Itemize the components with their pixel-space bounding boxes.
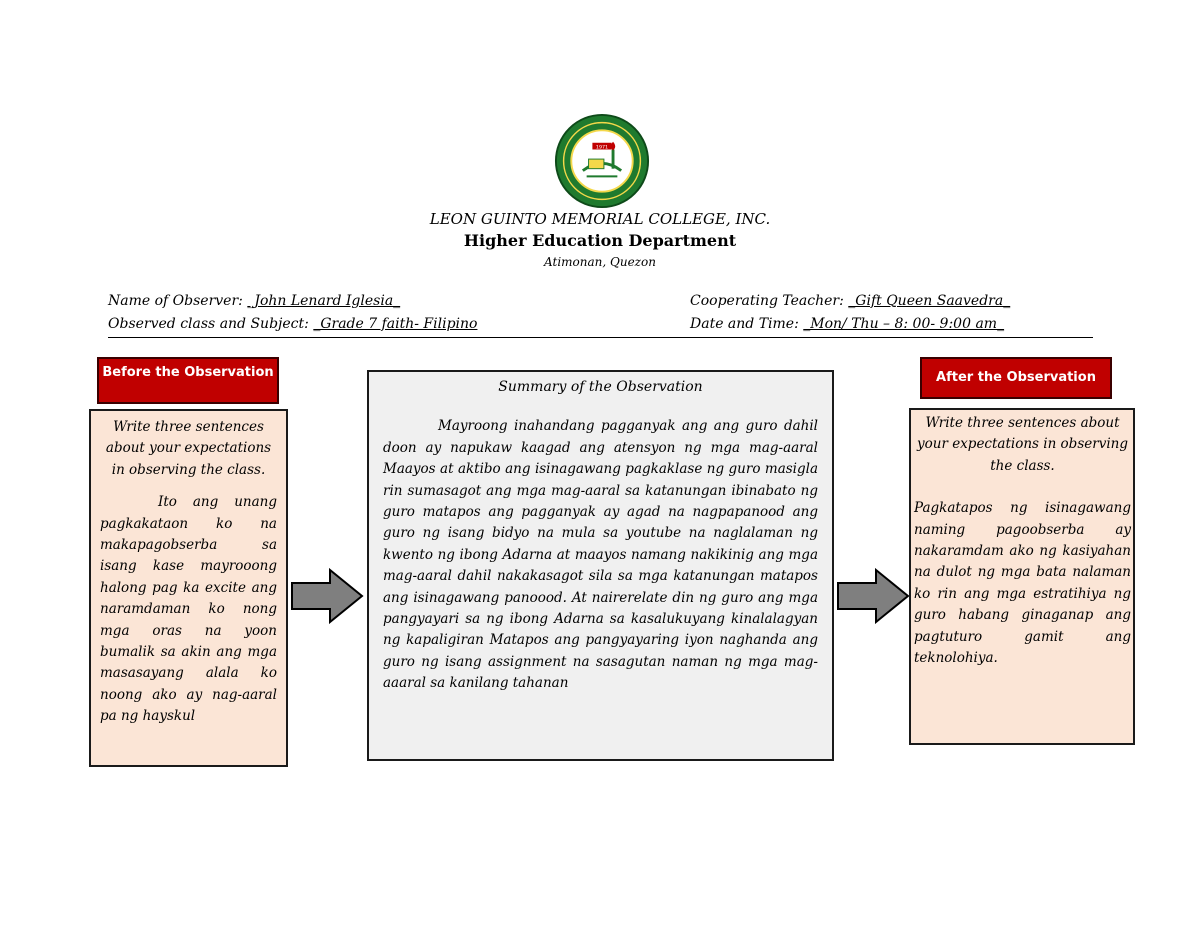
- right-arrow-icon: [836, 568, 910, 624]
- after-observation-tag: After the Observation: [920, 357, 1112, 399]
- teacher-line: [690, 293, 1010, 309]
- after-text: Pagkatapos ng isinagawang naming pagoobserba ay nakaramdam ako ng kasiyahan na dulot ng mga bata nalaman ko rin ang mga estratihiya ng guro habang ginaganap ang pagtuturo gamit ang teknolohiya.: [914, 500, 1131, 667]
- svg-text:1971: 1971: [595, 145, 609, 151]
- before-observation-tag: Before the Observation: [97, 357, 279, 404]
- observer-line: [108, 293, 400, 309]
- class-value: _Grade 7 faith- Filipino: [313, 316, 478, 332]
- before-observation-box: [89, 409, 288, 767]
- observer-label: Name of Observer:: [108, 293, 243, 309]
- teacher-value: _Gift Queen Saavedra_: [848, 293, 1011, 309]
- after-observation-box: [909, 408, 1135, 745]
- department-name: Higher Education Department: [463, 231, 737, 250]
- teacher-label: Cooperating Teacher:: [690, 293, 844, 309]
- observer-value: _John Lenard Iglesia_: [247, 293, 401, 309]
- before-prompt: Write three sentences about your expectations in observing the class.: [105, 419, 272, 478]
- datetime-value: _Mon/ Thu – 8: 00- 9:00 am_: [803, 316, 1005, 332]
- school-name: LEON GUINTO MEMORIAL COLLEGE, INC.: [429, 210, 771, 228]
- header-divider: [108, 337, 1093, 338]
- summary-title: Summary of the Observation: [498, 379, 703, 395]
- before-text: Ito ang unang pagkakataon ko na makapagobserba sa isang kase mayrooong halong pag ka excite ang naramdaman ko nong mga oras na yoon bumalik sa akin ang mga masasayang alala ko noong ako ay nag-aaral pa ng hayskul: [100, 494, 277, 725]
- summary-text: Mayroong inahandang pagganyak ang ang guro dahil doon ay napukaw kaagad ang atensyon ng mga mag-aaral Maayos at aktibo ang isinagawang pagkaklase ng guro masigla rin sumasagot ang mga mag-aaral sa katanungan ibinabato ng guro matapos ang pagganyak ay agad na nagpapanood ang guro ng isang bidyo na mula sa youtube na naglalaman ng kwento ng ibong Adarna at maayos namang nakikinig ang mga mag-aaral dahil nakakasagot sila sa mga katanungan matapos ang isinagawang panoood. At nairerelate din ng guro ang mga pangyayari sa ng ibong Adarna sa kasalukuyang kinalalagyan ng kapaligiran Matapos ang pangyayaring iyon naghanda ang guro ng isang assignment na sasagutan naman ng mga mag-aaaral sa kanilang tahanan: [383, 418, 818, 692]
- right-arrow-icon: [290, 568, 364, 624]
- summary-box: [367, 370, 834, 761]
- class-label: Observed class and Subject:: [108, 316, 309, 332]
- school-address: Atimonan, Quezon: [544, 255, 656, 269]
- college-seal-logo: [554, 113, 650, 209]
- datetime-label: Date and Time:: [690, 316, 799, 332]
- after-prompt: Write three sentences about your expectations in observing the class.: [917, 415, 1128, 474]
- class-line: [108, 316, 477, 332]
- datetime-line: [690, 316, 1004, 332]
